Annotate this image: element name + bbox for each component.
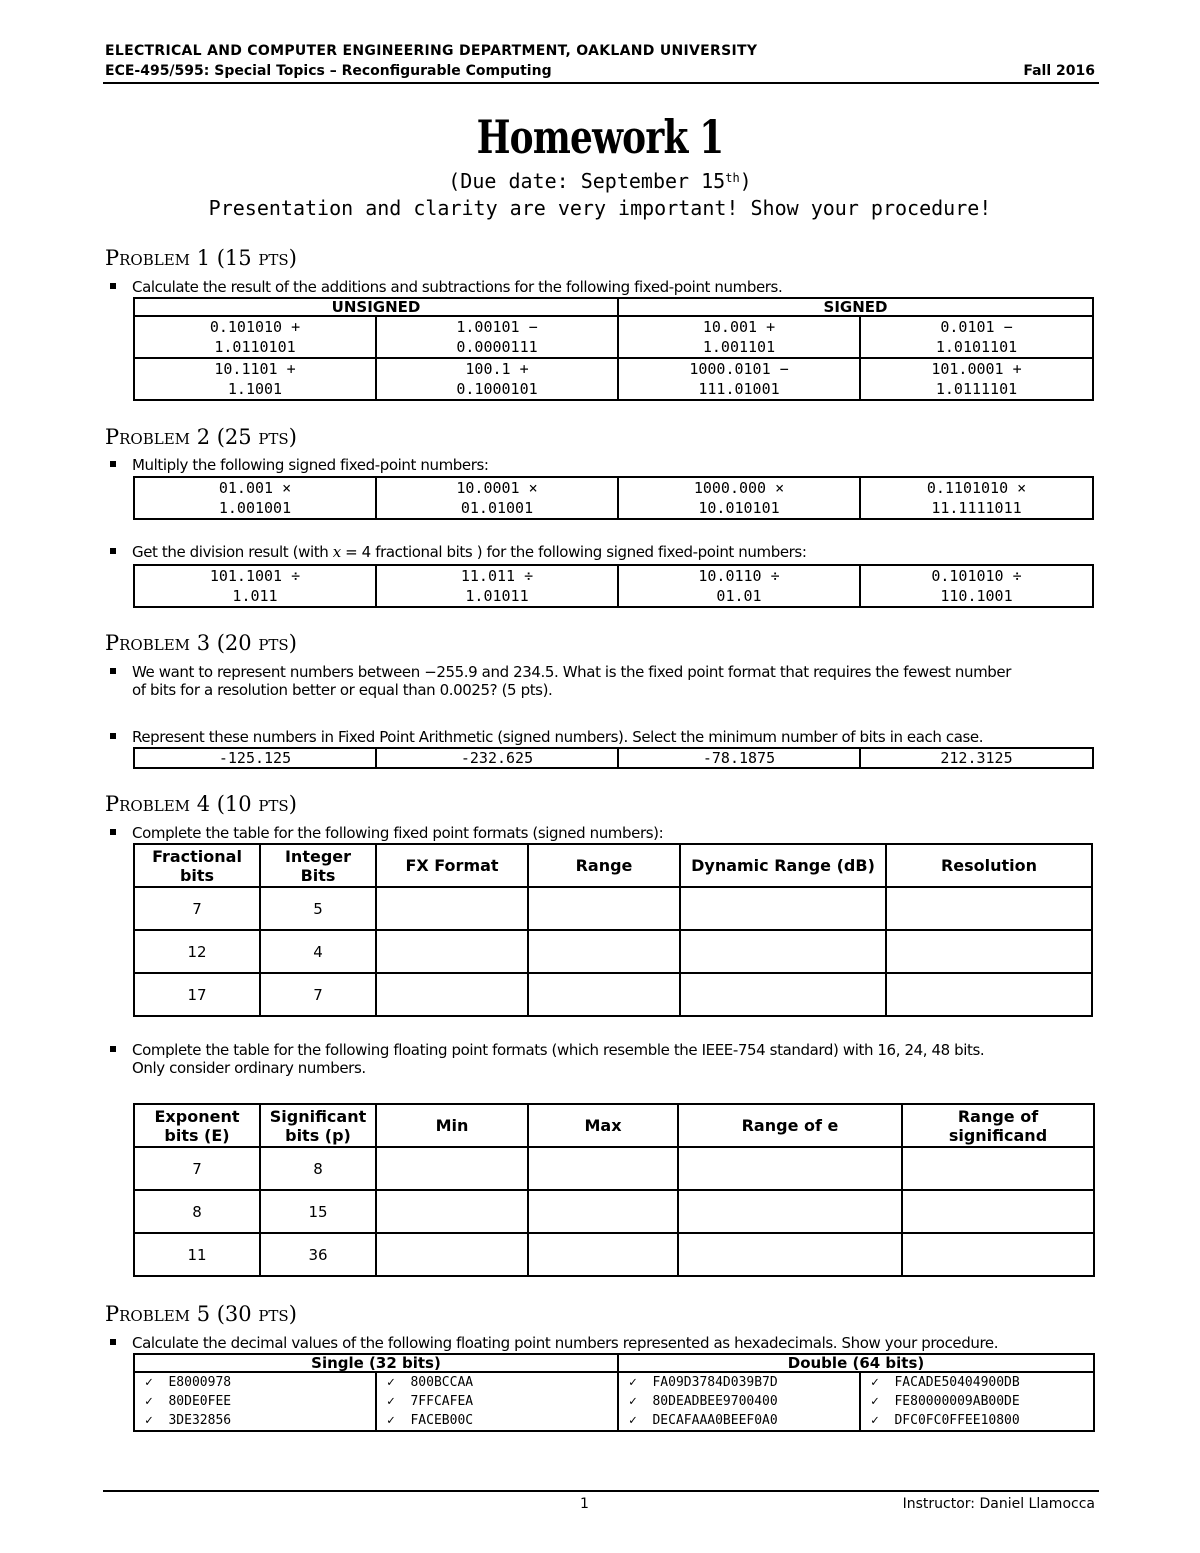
represent-table [133, 747, 1094, 769]
answer-cell [902, 1147, 1094, 1190]
answer-cell [528, 1147, 678, 1190]
answer-cell [376, 1190, 528, 1233]
answer-cell [376, 1147, 528, 1190]
answer-cell [680, 887, 886, 930]
hex-column-3 [618, 1372, 860, 1431]
table-cell: 10.001 + 1.001101 [618, 316, 860, 358]
check-icon: ✓ [629, 1413, 637, 1428]
check-icon: ✓ [387, 1375, 395, 1390]
answer-cell [528, 887, 680, 930]
answer-cell [902, 1190, 1094, 1233]
bullet-icon [110, 733, 116, 739]
course-header: ECE-495/595: Special Topics – Reconfigurable Computing [105, 63, 552, 79]
table-cell: 7 [134, 1147, 260, 1190]
answer-cell [528, 1190, 678, 1233]
problem-3-bullet-2: Represent these numbers in Fixed Point Arithmetic (signed numbers). Select the minimum number of bits in each case. [110, 728, 983, 746]
problem-2-bullet-1: Multiply the following signed fixed-point numbers: [110, 456, 489, 474]
problem-5-heading: Problem 5 (30 pts) [105, 1302, 297, 1326]
signed-header: SIGNED [618, 298, 1093, 316]
multiply-table [133, 476, 1094, 520]
table-cell: 7 [134, 887, 260, 930]
table-cell: 01.001 × 1.001001 [134, 477, 376, 519]
problem-4-bullet-1: Complete the table for the following fixed point formats (signed numbers): [110, 824, 663, 842]
check-icon: ✓ [629, 1375, 637, 1390]
list-item: ✓ 800BCCAA [387, 1375, 474, 1390]
table-cell: 11 [134, 1233, 260, 1276]
bullet-icon [110, 1339, 116, 1345]
problem-2-heading: Problem 2 (25 pts) [105, 425, 297, 449]
problem-4-bullet-2: Complete the table for the following floating point formats (which resemble the IEEE-754 standard) with 16, 24, 48 bits. Only consider ordinary numbers. [110, 1041, 1100, 1077]
fixed-point-format-table [133, 843, 1093, 1017]
table-cell: 0.101010 ÷ 110.1001 [860, 565, 1093, 607]
check-icon: ✓ [871, 1375, 879, 1390]
check-icon: ✓ [387, 1413, 395, 1428]
col-significant-bits: Significant bits (p) [260, 1104, 376, 1147]
list-item: ✓ 7FFCAFEA [387, 1394, 474, 1409]
answer-cell [680, 930, 886, 973]
page-title: Homework 1 [476, 110, 724, 164]
due-date: (Due date: September 15th) [448, 169, 752, 193]
problem-3-bullet-1: We want to represent numbers between −255.9 and 234.5. What is the fixed point format that requires the fewest number of bits for a resolution better or equal than 0.0025? (5 pts). [110, 663, 1100, 699]
col-range-of-significand: Range of significand [902, 1104, 1094, 1147]
bullet-icon [110, 283, 116, 289]
hex-column-4 [860, 1372, 1094, 1431]
col-fx-format: FX Format [376, 844, 528, 887]
table-cell: 8 [134, 1190, 260, 1233]
table-cell: 10.1101 + 1.1001 [134, 358, 376, 400]
hex-column-2 [376, 1372, 618, 1431]
col-resolution: Resolution [886, 844, 1092, 887]
table-cell: 15 [260, 1190, 376, 1233]
answer-cell [678, 1233, 902, 1276]
answer-cell [376, 887, 528, 930]
answer-cell [886, 887, 1092, 930]
answer-cell [528, 973, 680, 1016]
table-cell: 100.1 + 0.1000101 [376, 358, 618, 400]
table-cell: 11.011 ÷ 1.01011 [376, 565, 618, 607]
bullet-icon [110, 829, 116, 835]
problem-1-table [133, 297, 1094, 401]
list-item: ✓ 80DEADBEE9700400 [629, 1394, 778, 1409]
list-item: ✓ 80DE0FEE [145, 1394, 232, 1409]
bullet-icon [110, 1046, 116, 1052]
col-integer-bits: Integer Bits [260, 844, 376, 887]
col-exponent-bits: Exponent bits (E) [134, 1104, 260, 1147]
answer-cell [376, 1233, 528, 1276]
check-icon: ✓ [145, 1413, 153, 1428]
check-icon: ✓ [871, 1413, 879, 1428]
department-header: ELECTRICAL AND COMPUTER ENGINEERING DEPARTMENT, OAKLAND UNIVERSITY [105, 43, 758, 59]
table-cell: 17 [134, 973, 260, 1016]
division-table [133, 564, 1094, 608]
instructor: Instructor: Daniel Llamocca [902, 1496, 1095, 1512]
col-range: Range [528, 844, 680, 887]
problem-3-heading: Problem 3 (20 pts) [105, 631, 297, 655]
list-item: ✓ FA09D3784D039B7D [629, 1375, 778, 1390]
table-cell: 7 [260, 973, 376, 1016]
hex-values-table [133, 1353, 1095, 1432]
problem-2-bullet-2: Get the division result (with x = 4 fractional bits ) for the following signed fixed-point numbers: [110, 543, 807, 561]
single-header: Single (32 bits) [134, 1354, 618, 1372]
bullet-icon [110, 668, 116, 674]
list-item: ✓ DECAFAAA0BEEF0A0 [629, 1413, 778, 1428]
table-cell: 12 [134, 930, 260, 973]
page-number: 1 [580, 1496, 589, 1512]
table-cell: 10.0001 × 01.01001 [376, 477, 618, 519]
list-item: ✓ FACEB00C [387, 1413, 474, 1428]
floating-point-format-table [133, 1103, 1095, 1277]
list-item: ✓ 3DE32856 [145, 1413, 232, 1428]
check-icon: ✓ [145, 1375, 153, 1390]
table-cell: 1000.000 × 10.010101 [618, 477, 860, 519]
table-cell: 0.0101 − 1.0101101 [860, 316, 1093, 358]
col-range-of-e: Range of e [678, 1104, 902, 1147]
answer-cell [678, 1190, 902, 1233]
table-cell: 101.0001 + 1.0111101 [860, 358, 1093, 400]
problem-4-heading: Problem 4 (10 pts) [105, 792, 297, 816]
problem-5-bullet: Calculate the decimal values of the following floating point numbers represented as hexadecimals. Show your procedure. [110, 1334, 998, 1352]
table-cell: 0.101010 + 1.0110101 [134, 316, 376, 358]
answer-cell [886, 930, 1092, 973]
list-item: ✓ FE80000009AB00DE [871, 1394, 1020, 1409]
answer-cell [376, 973, 528, 1016]
double-header: Double (64 bits) [618, 1354, 1094, 1372]
list-item: ✓ E8000978 [145, 1375, 232, 1390]
answer-cell [528, 930, 680, 973]
table-cell: 36 [260, 1233, 376, 1276]
list-item: ✓ FACADE50404900DB [871, 1375, 1020, 1390]
header-rule [103, 82, 1099, 84]
answer-cell [376, 930, 528, 973]
term-header: Fall 2016 [1023, 63, 1095, 79]
check-icon: ✓ [871, 1394, 879, 1409]
answer-cell [902, 1233, 1094, 1276]
bullet-icon [110, 461, 116, 467]
list-item: ✓ DFC0FC0FFEE10800 [871, 1413, 1020, 1428]
table-cell: 4 [260, 930, 376, 973]
table-cell: 0.1101010 × 11.1111011 [860, 477, 1093, 519]
bullet-icon [110, 548, 116, 554]
col-max: Max [528, 1104, 678, 1147]
presentation-note: Presentation and clarity are very important! Show your procedure! [208, 196, 992, 220]
hex-column-1 [134, 1372, 376, 1431]
col-fractional-bits: Fractional bits [134, 844, 260, 887]
table-cell: 8 [260, 1147, 376, 1190]
answer-cell [678, 1147, 902, 1190]
answer-cell [680, 973, 886, 1016]
problem-1-bullet: Calculate the result of the additions and subtractions for the following fixed-point numbers. [110, 278, 782, 296]
table-cell: 10.0110 ÷ 01.01 [618, 565, 860, 607]
col-min: Min [376, 1104, 528, 1147]
col-dynamic-range: Dynamic Range (dB) [680, 844, 886, 887]
table-cell: 1000.0101 − 111.01001 [618, 358, 860, 400]
problem-1-heading: Problem 1 (15 pts) [105, 246, 297, 270]
table-cell: 101.1001 ÷ 1.011 [134, 565, 376, 607]
table-cell: -125.125 [134, 748, 376, 768]
table-cell: -78.1875 [618, 748, 860, 768]
check-icon: ✓ [145, 1394, 153, 1409]
table-cell: 212.3125 [860, 748, 1093, 768]
answer-cell [528, 1233, 678, 1276]
table-cell: -232.625 [376, 748, 618, 768]
table-cell: 5 [260, 887, 376, 930]
table-cell: 1.00101 − 0.0000111 [376, 316, 618, 358]
answer-cell [886, 973, 1092, 1016]
unsigned-header: UNSIGNED [134, 298, 618, 316]
check-icon: ✓ [387, 1394, 395, 1409]
footer-rule [103, 1490, 1099, 1492]
check-icon: ✓ [629, 1394, 637, 1409]
